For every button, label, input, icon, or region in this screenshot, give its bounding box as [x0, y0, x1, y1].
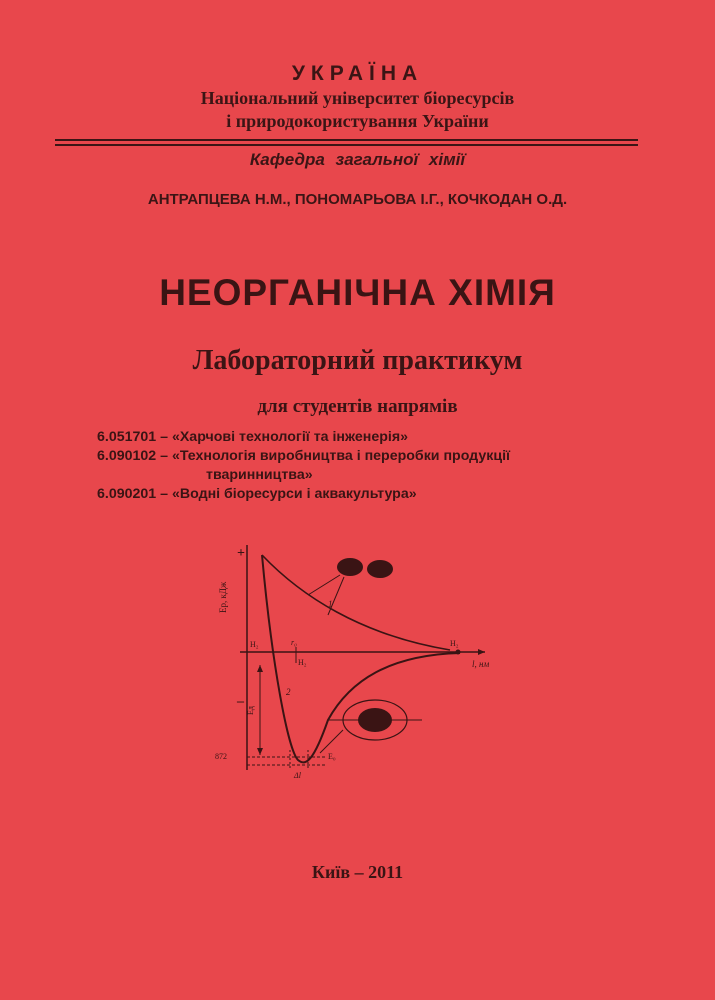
- energy-value-label: 872: [215, 752, 227, 761]
- curve-1-label: 1: [328, 599, 333, 609]
- pointer-line: [328, 577, 344, 615]
- electron-cloud-2: [367, 560, 393, 578]
- x-axis-arrow: [478, 649, 485, 655]
- department-name: Кафедра загальної хімії: [249, 150, 466, 169]
- city-year: Київ – 2011: [311, 862, 404, 882]
- r0-label: r₀: [291, 638, 297, 647]
- h2-label: H₂: [298, 658, 307, 667]
- delta-label: Δl: [294, 771, 301, 780]
- audience-line: для студентів напрямів: [257, 396, 458, 417]
- divider-line-bottom: [55, 144, 638, 146]
- program-item: 6.090102 – «Технологія виробництва і переробки продукції: [97, 448, 511, 464]
- program-list: [97, 428, 657, 504]
- university-name-line2: і природокористування України: [226, 111, 489, 131]
- x-axis-label: l, нм: [472, 659, 490, 669]
- book-subtitle: Лабораторний практикум: [192, 345, 523, 376]
- origin-label: H₂: [250, 640, 259, 649]
- divider-line-top: [55, 139, 638, 141]
- endpoint-dot: [456, 650, 461, 655]
- program-item: 6.051701 – «Харчові технології та інженерія»: [97, 429, 409, 445]
- plus-sign: +: [237, 546, 245, 561]
- program-item: 6.090201 – «Водні біоресурси і аквакультура»: [97, 486, 417, 502]
- e0-label: E₀: [328, 752, 336, 761]
- y-axis-label: Eр, кДж: [218, 581, 228, 613]
- right-h2-label: H₂: [450, 639, 459, 648]
- country-heading: УКРАЇНА: [291, 62, 424, 85]
- book-title: НЕОРГАНІЧНА ХІМІЯ: [159, 272, 556, 313]
- authors: АНТРАПЦЕВА Н.М., ПОНОМАРЬОВА І.Г., КОЧКОДАН О.Д.: [147, 191, 568, 208]
- electron-cloud-1: [337, 558, 363, 576]
- program-item-continuation: тваринництва»: [206, 467, 313, 483]
- curve-2: [262, 555, 460, 762]
- minus-sign: –: [237, 694, 244, 709]
- depth-arrow-tail: [257, 748, 263, 755]
- pointer-line: [308, 575, 340, 595]
- depth-arrow-head: [257, 665, 263, 672]
- depth-label: Eд: [246, 706, 255, 715]
- university-name-line1: Національний університет біоресурсів: [200, 88, 515, 108]
- potential-energy-diagram: [210, 535, 500, 780]
- curve-2-label: 2: [286, 687, 291, 697]
